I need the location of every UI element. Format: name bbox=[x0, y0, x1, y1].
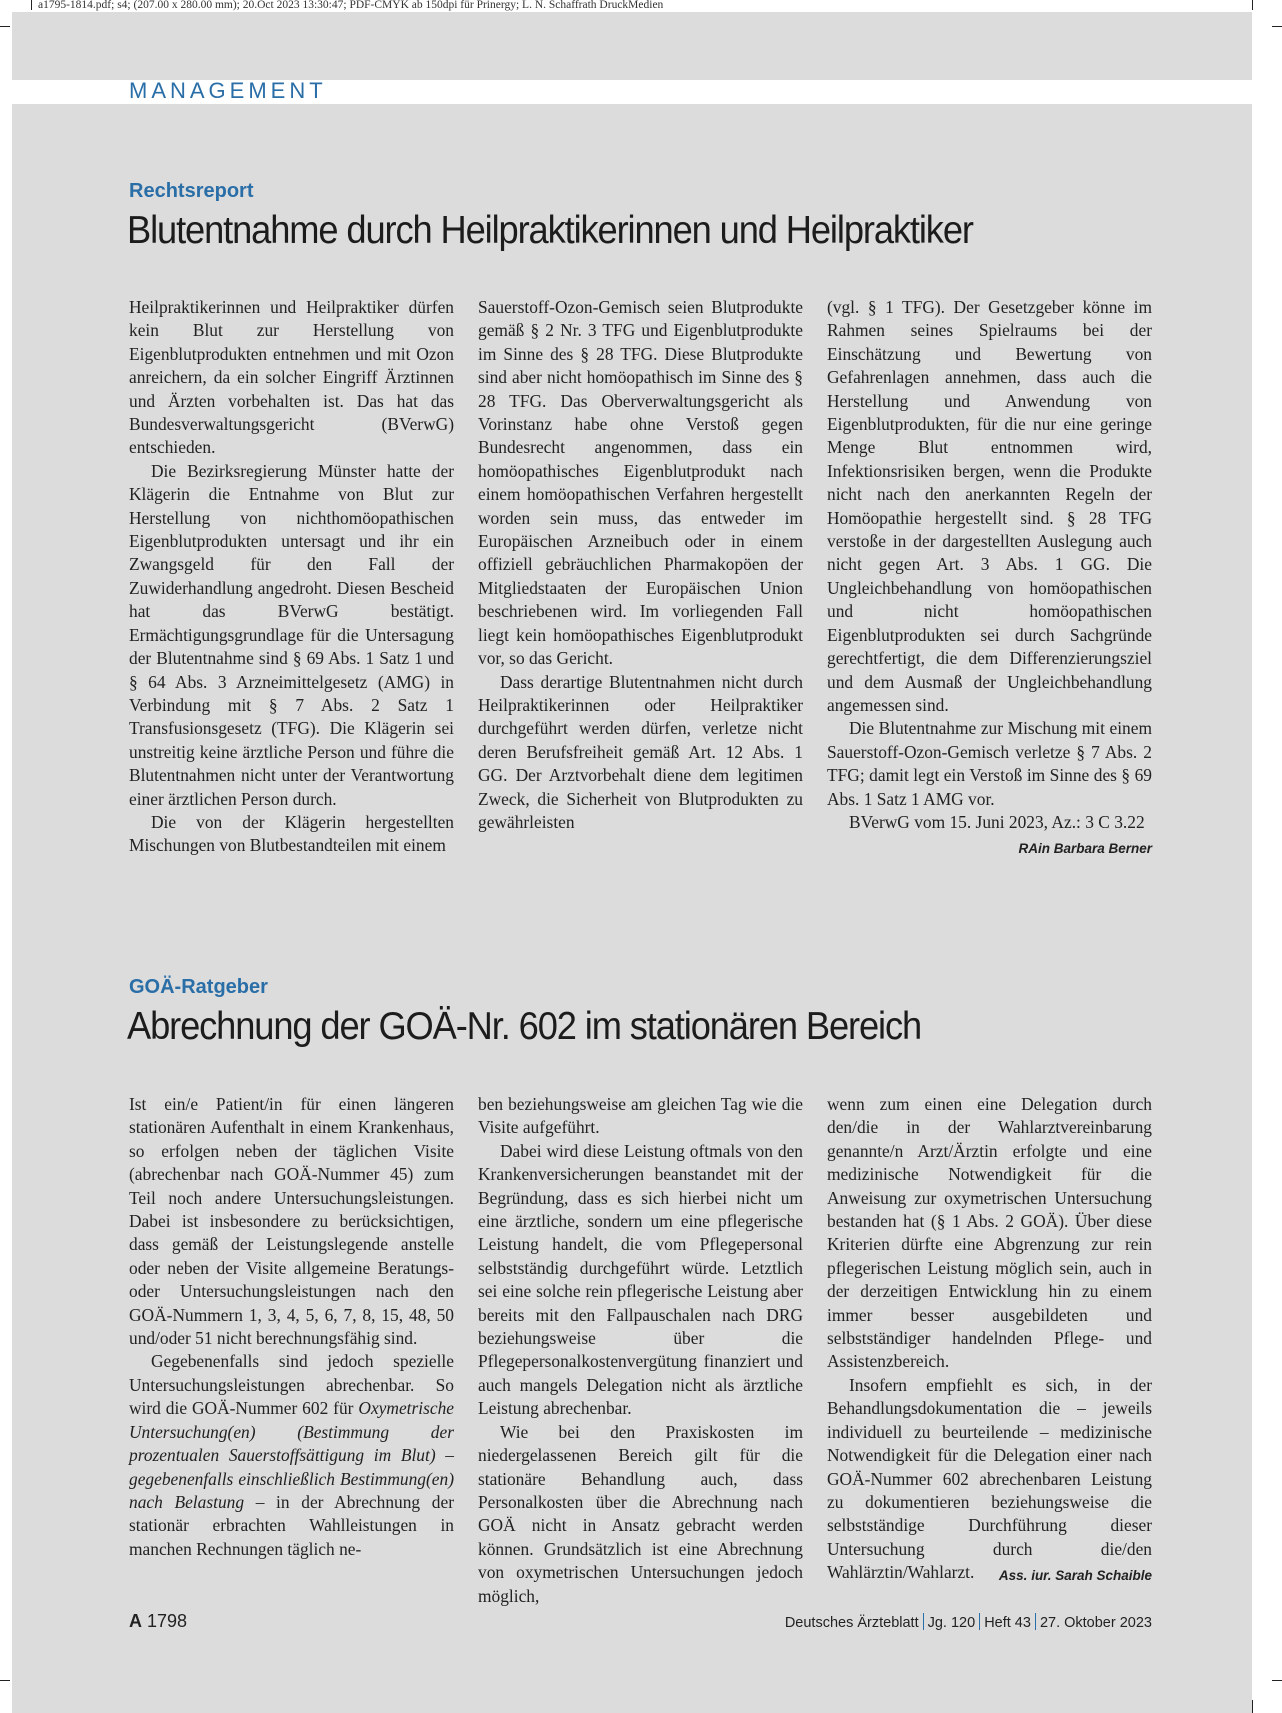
journal-volume: Jg. 120 bbox=[927, 1615, 976, 1631]
paragraph: Dass derartige Blutentnahmen nicht durch Heilpraktikerinnen oder Heilpraktiker durchgeführt werden dürfen, verletze nicht deren Berufsfreiheit gemäß Art. 12 Abs. 1 GG. Der Arztvorbehalt diene dem legitimen Zweck, die Sicherheit von Blutprodukten zu gewährleisten bbox=[478, 671, 803, 832]
paragraph: Die Blutentnahme zur Mischung mit einem Sauerstoff-Ozon-Gemisch verletze § 7 Abs. 2 TFG; damit legt ein Verstoß im Sinne des § 69 Abs. 1 Satz 1 AMG vor. bbox=[827, 718, 1152, 809]
divider bbox=[979, 1613, 980, 1630]
paragraph: Dabei wird diese Leistung oftmals von den Krankenversicherungen beanstandet mit der Begründung, dass es sich hierbei nicht um eine ärztliche, sondern um eine pflegerische Leistung handelt, die vom Pflegepersonal selbstständig durchgeführt würde. Letztlich sei eine solche rein pflegerische Leistung aber bereits mit den Fallpauschalen nach DRG beziehungsweise über die Pflegepersonalkostenvergütung finanziert und auch mangels Delegation nicht als ärztliche Leistung abrechenbar. bbox=[478, 1140, 803, 1419]
article1-title: Blutentnahme durch Heilpraktikerinnen und Heilpraktiker bbox=[127, 209, 973, 252]
paragraph: Ist ein/e Patient/in für einen längeren stationären Aufenthalt in einem Krankenhaus, so erfolgen neben der täglichen Visite (abrechenbar nach GOÄ-Nummer 45) zum Teil noch andere Untersuchungsleistungen. Dabei ist insbesondere zu berücksichtigen, dass gemäß der Leistungslegende anstelle oder neben der Visite allgemeine Beratungs- oder Untersuchungsleistungen nach den GOÄ-Nummern 1, 3, 4, 5, 6, 7, 8, 15, 48, 50 und/oder 51 nicht berechnungsfähig sind. bbox=[129, 1094, 454, 1349]
citation bbox=[827, 811, 1152, 857]
article1-column-3 bbox=[827, 296, 1152, 861]
article2-kicker: GOÄ-Ratgeber bbox=[129, 976, 268, 998]
crop-mark bbox=[1272, 26, 1282, 27]
article2-column-3 bbox=[827, 1093, 1152, 1608]
author-byline: Ass. iur. Sarah Schaible bbox=[998, 1568, 1152, 1584]
page-number bbox=[129, 1611, 187, 1632]
crop-mark bbox=[1252, 0, 1253, 10]
journal-footer bbox=[785, 1613, 1152, 1631]
journal-date: 27. Oktober 2023 bbox=[1039, 1615, 1152, 1631]
article1-column-1 bbox=[129, 296, 454, 861]
paragraph-text: Gegebenenfalls sind jedoch spezielle Untersuchungsleistungen abrechenbar. So wird die GOÄ-Nummer 602 für bbox=[129, 1351, 454, 1419]
paragraph bbox=[129, 1350, 454, 1561]
article2-column-2 bbox=[478, 1093, 803, 1608]
paragraph: Die von der Klägerin hergestellten Mischungen von Blutbestandteilen mit einem bbox=[129, 811, 454, 856]
paragraph bbox=[827, 1374, 1152, 1585]
journal-name: Deutsches Ärzteblatt bbox=[784, 1615, 919, 1631]
article1-kicker: Rechtsreport bbox=[129, 180, 254, 202]
page-number-value: 1798 bbox=[147, 1611, 188, 1631]
article2-title: Abrechnung der GOÄ-Nr. 602 im stationären Bereich bbox=[127, 1005, 922, 1048]
paragraph: (vgl. § 1 TFG). Der Gesetzgeber könne im Rahmen seines Spielraums bei der Einschätzung und Bewertung von Gefahrenlagen annehmen, dass auch die Herstellung und Anwendung von Eigenblutprodukten, für die nur eine geringe Menge Blut entnommen wird, Infektionsrisiken bergen, wenn die Produkte nicht nach den anerkannten Regeln der Homöopathie hergestellt sind. § 28 TFG verstoße in der dargestellten Auslegung auch nicht gegen Art. 3 Abs. 1 GG. Die Ungleichbehandlung von homöopathischen und nicht homöopathischen Eigenblutprodukten sei durch Sachgründe gerechtfertigt, die dem Differenzierungsziel und dem Ausmaß der Ungleichbehandlung angemessen sind. bbox=[827, 297, 1152, 715]
section-label: MANAGEMENT bbox=[129, 78, 327, 103]
crop-mark bbox=[1272, 1680, 1282, 1681]
article1-body bbox=[129, 296, 1152, 861]
paragraph: Heilpraktikerinnen und Heilpraktiker dürfen kein Blut zur Herstellung von Eigenblutprodukten entnehmen und mit Ozon anreichern, da ein solcher Eingriff Ärztinnen und Ärzten vorbehalten ist. Das hat das Bundesverwaltungsgericht (BVerwG) entschieden. bbox=[129, 297, 454, 458]
paragraph-text: – in der Abrechnung der stationär erbrachten Wahlleistungen in manchen Rechnungen täglich ne- bbox=[129, 1491, 454, 1559]
author-byline: RAin Barbara Berner bbox=[1018, 841, 1152, 857]
crop-mark bbox=[1252, 1700, 1253, 1713]
leistungslegende-quote: Oxymetrische Untersuchung(en) (Bestimmung der prozentualen Sauerstoffsättigung im Blut) – gegebenenfalls einschließlich Bestimmung(en) nach Belastung bbox=[129, 1398, 454, 1512]
paragraph-text: Insofern empfiehlt es sich, in der Behandlungsdokumentation die – jeweils individuell zu beurteilende – medizinische Notwendigkeit für die Delegation einer nach GOÄ-Nummer 602 abrechenbaren Leistung zu dokumentieren beziehungsweise die selbstständige Durchführung dieser Untersuchung durch die/den Wahlärztin/Wahlarzt. bbox=[827, 1374, 1152, 1583]
citation-text: BVerwG vom 15. Juni 2023, Az.: 3 C 3.22 bbox=[849, 811, 1145, 832]
paragraph: Die Bezirksregierung Münster hatte der Klägerin die Entnahme von Blut zur Herstellung von nichthomöopathischen Eigenblutprodukten untersagt und ihr ein Zwangsgeld für den Fall der Zuwiderhandlung angedroht. Diesen Bescheid hat das BVerwG bestätigt. Ermächtigungsgrundlage für die Untersagung der Blutentnahme sind § 69 Abs. 1 Satz 1 und § 64 Abs. 3 Arzneimittelgesetz (AMG) in Verbindung mit § 7 Abs. 2 Satz 1 Transfusionsgesetz (TFG). Die Klägerin sei unstreitig keine ärztliche Person und führe die Blutentnahmen nicht unter der Verantwortung einer ärztlichen Person durch. bbox=[129, 460, 454, 809]
article1-column-2 bbox=[478, 296, 803, 861]
crop-mark bbox=[31, 0, 32, 10]
crop-mark bbox=[0, 1680, 10, 1681]
crop-mark bbox=[0, 26, 10, 27]
paragraph: wenn zum einen eine Delegation durch den/die in der Wahlarztvereinbarung genannte/n Arzt/Ärztin erfolgte und eine medizinische Notwendigkeit für die Anweisung zur oxymetrischen Untersuchung bestanden hat (§ 1 Abs. 2 GOÄ). Über diese Kriterien dürfte eine Abgrenzung zur rein pflegerischen Leistung möglich sein, auch in der derzeitigen Entwicklung hin zu einem immer besser ausgebildeten und selbstständiger handelnden Pflege- und Assistenzbereich. bbox=[827, 1094, 1152, 1372]
divider bbox=[923, 1613, 924, 1630]
paragraph: ben beziehungsweise am gleichen Tag wie die Visite aufgeführt. bbox=[478, 1094, 803, 1138]
print-slug: a1795-1814.pdf; s4; (207.00 x 280.00 mm); 20.Oct 2023 13:30:47; PDF-CMYK ab 150dpi für Prinergy; L. N. Schaffrath DruckMedien bbox=[38, 0, 664, 11]
header-band bbox=[12, 12, 1252, 80]
article2-column-1 bbox=[129, 1093, 454, 1608]
divider bbox=[1035, 1613, 1036, 1630]
paragraph: Sauerstoff-Ozon-Gemisch seien Blutprodukte gemäß § 2 Nr. 3 TFG und Eigenblutprodukte im Sinne des § 28 TFG. Diese Blutprodukte sind aber nicht homöopathisch im Sinne des § 28 TFG. Das Oberverwaltungsgericht als Vorinstanz habe ohne Verstoß gegen Bundesrecht angenommen, dass ein homöopathisches Eigenblutprodukt nach einem homöopathischen Verfahren hergestellt worden sein muss, das entweder im Europäischen Arzneibuch oder in einem offiziell gebräuchlichen Pharmakopöen der Mitgliedstaaten der Europäischen Union beschriebenen wird. Im vorliegenden Fall liegt kein homöopathisches Eigenblutprodukt vor, so das Gericht. bbox=[478, 297, 803, 669]
journal-issue: Heft 43 bbox=[984, 1615, 1031, 1631]
paragraph: Wie bei den Praxiskosten im niedergelassenen Bereich gilt für die stationäre Behandlung auch, dass Personalkosten über die Abrechnung nach GOÄ nicht in Ansatz gebracht werden können. Grundsätzlich ist eine Abrechnung von oxymetrischen Untersuchungen jedoch möglich, bbox=[478, 1421, 803, 1606]
article2-body bbox=[129, 1093, 1152, 1608]
page-prefix: A bbox=[129, 1611, 142, 1631]
